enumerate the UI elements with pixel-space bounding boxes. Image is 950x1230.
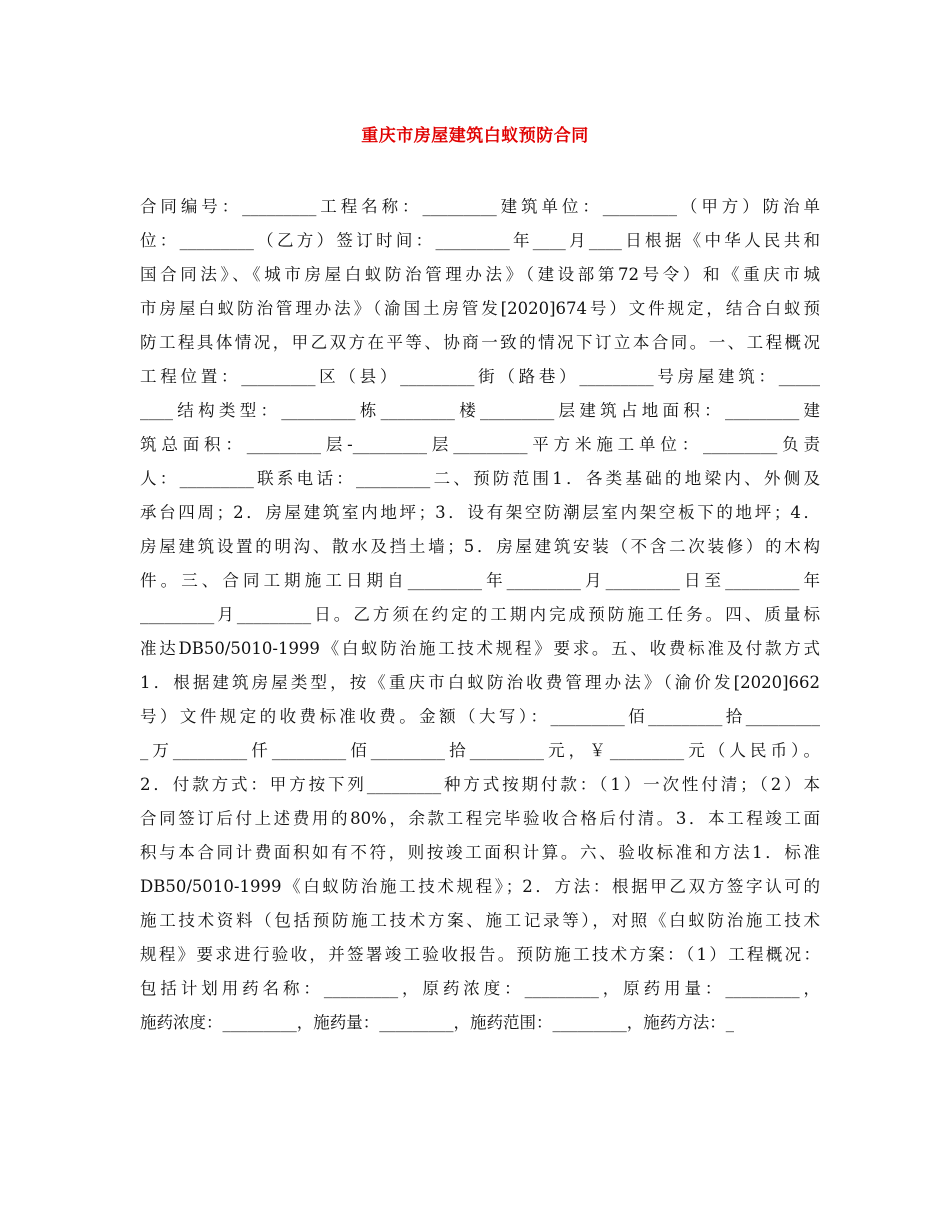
body-line: 人：_________联系电话：_________二、预防范围1．各类基础的地梁内、外侧及	[140, 469, 820, 488]
body-line: 位：_________（乙方）签订时间：_________年____月____日根据《中华人民共和	[140, 231, 820, 250]
body-line: ____结构类型：_________栋_________楼_________层建筑占地面积：_________建	[140, 401, 820, 420]
body-line: 1．根据建筑房屋类型，按《重庆市白蚁防治收费管理办法》（渝价发[2020]662	[140, 673, 820, 692]
body-line: 2．付款方式：甲方按下列_________种方式按期付款：（1）一次性付清；（2）本	[140, 775, 820, 794]
body-line: 合同编号：_________工程名称：_________建筑单位：_________（甲方）防治单	[140, 197, 821, 216]
body-line: 工程位置：_________区（县）_________街（路巷）_________号房屋建筑：_____	[140, 367, 820, 386]
body-line: _________月_________日。乙方须在约定的工期内完成预防施工任务。四、质量标	[140, 605, 820, 624]
body-line: 规程》要求进行验收，并签署竣工验收报告。预防施工技术方案：（1）工程概况：	[140, 945, 820, 964]
body-line: 包括计划用药名称：_________，原药浓度：_________，原药用量：_________，	[140, 979, 820, 998]
body-line: 准达DB50/5010-1999《白蚁防治施工技术规程》要求。五、收费标准及付款方式	[140, 639, 820, 658]
body-line: 施药浓度：_________，施药量：_________，施药范围：_________，施药方法：_	[140, 1013, 734, 1032]
body-line: 国合同法》、《城市房屋白蚁防治管理办法》（建设部第72号令）和《重庆市城	[140, 265, 820, 284]
body-line: 施工技术资料（包括预防施工技术方案、施工记录等），对照《白蚁防治施工技术	[140, 911, 820, 930]
body-line: 件。三、合同工期施工日期自_________年_________月_________日至_________年	[140, 571, 820, 590]
body-line: 市房屋白蚁防治管理办法》（渝国土房管发[2020]674号）文件规定，结合白蚁预	[140, 299, 820, 318]
body-line: _万_________仟_________佰_________拾_________元，￥_________元（人民币）。	[140, 741, 820, 760]
body-line: 号）文件规定的收费标准收费。金额（大写）：_________佰_________拾_________	[140, 707, 821, 726]
body-line: 房屋建筑设置的明沟、散水及挡土墙；5．房屋建筑安装（不含二次装修）的木构	[140, 537, 820, 556]
body-line: 防工程具体情况，甲乙双方在平等、协商一致的情况下订立本合同。一、工程概况	[140, 333, 820, 352]
body-line: 积与本合同计费面积如有不符，则按竣工面积计算。六、验收标准和方法1．标准	[140, 843, 820, 862]
body-line: 承台四周；2．房屋建筑室内地坪；3．设有架空防潮层室内架空板下的地坪；4．	[140, 503, 820, 522]
body-line: DB50/5010-1999《白蚁防治施工技术规程》；2．方法：根据甲乙双方签字认可的	[140, 877, 820, 896]
document-body	[140, 190, 820, 1040]
document-title: 重庆市房屋建筑白蚁预防合同	[361, 126, 589, 146]
body-line: 筑总面积：_________层-_________层_________平方米施工单位：_________负责	[140, 435, 820, 454]
body-line: 合同签订后付上述费用的80%，余款工程完毕验收合格后付清。3．本工程竣工面	[140, 809, 820, 828]
